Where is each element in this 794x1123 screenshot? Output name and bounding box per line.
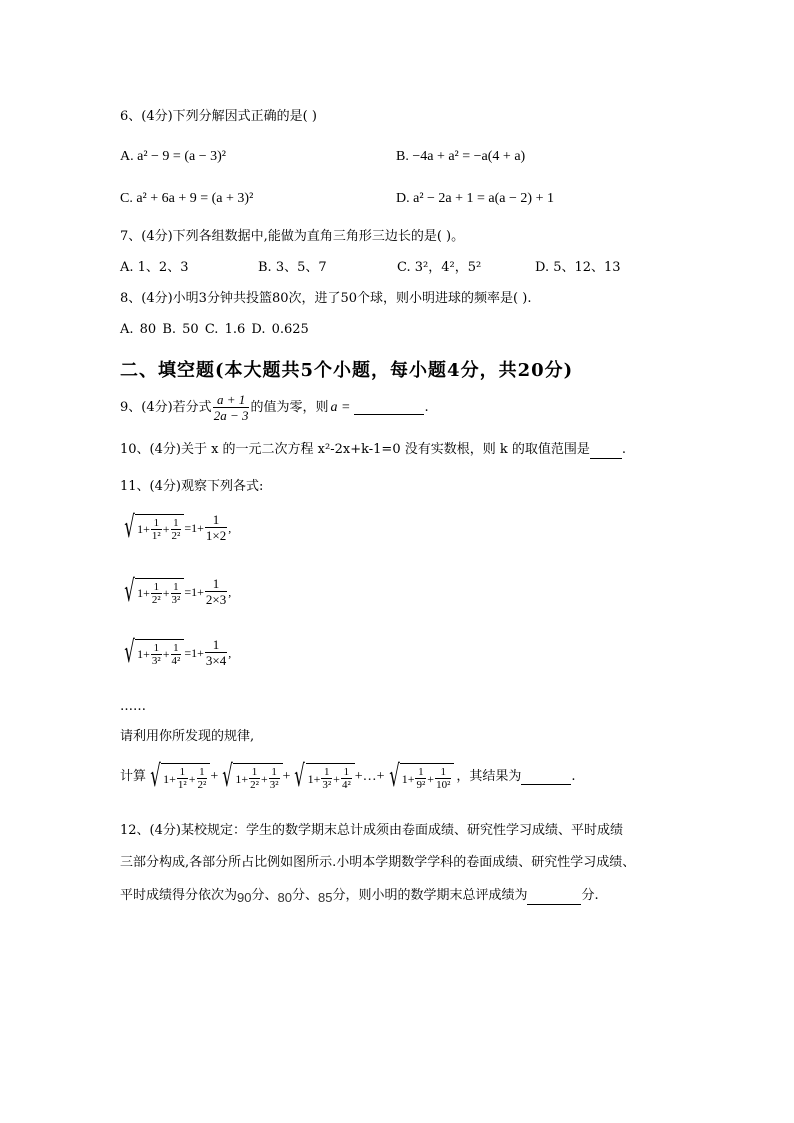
q11-equation-2: √ 1+ $\frac{1}{\text{2²}}$ + $\frac{1}{\text{3²}}$ =1+ $\frac{1}{2\times 3}$ , [120, 576, 231, 607]
denominator: 2² [197, 779, 207, 791]
denominator: 4² [171, 654, 181, 667]
sqrt-expression: √ 1+ $\frac{1}{\text{3²}}$ + $\frac{1}{\text{4²}}$ [120, 638, 184, 668]
q9-suffix: 的值为零，则 [250, 399, 329, 415]
q11-answer-blank[interactable] [521, 770, 571, 785]
denominator: 3² [171, 593, 181, 606]
denominator: 2² [151, 593, 161, 606]
sqrt-expression: √ 1+ $\frac{1}{\text{2²}}$ + $\frac{1}{\text{3²}}$ [218, 762, 282, 792]
denominator: 1² [177, 779, 187, 791]
q12-line-2: 三部分构成,各部分所占比例如图所示.小明本学期数学学科的卷面成绩、研究性学习成绩、 [120, 855, 636, 870]
q7-option-d: D. 5、12、13 [535, 260, 621, 275]
denominator: 4² [341, 779, 351, 791]
sqrt-expression: √ 1+ $\frac{1}{\text{9²}}$ + $\frac{1}{\text{10²}}$ [385, 762, 455, 792]
denominator: 10² [436, 779, 451, 791]
denominator: 2² [250, 779, 259, 791]
q6-option-d: D. a² − 2a + 1 = a(a − 2) + 1 [396, 191, 554, 206]
q9-fraction [213, 392, 250, 423]
q12-line3-b: 分，则小明的数学期末总评成绩为 [332, 888, 528, 903]
denominator: 2² [171, 529, 181, 542]
denominator: 9² [416, 779, 426, 791]
q11-equation-1: √ 1+ $\frac{1}{\text{1²}}$ + $\frac{1}{\text{2²}}$ =1+ $\frac{1}{1\times 2}$ , [120, 512, 231, 543]
q10-answer-blank[interactable] [590, 444, 622, 459]
q6-option-a: A. a² − 9 = (a − 3)² [120, 149, 226, 164]
q7-option-a: A. 1、2、3 [120, 260, 189, 275]
denominator: 3² [269, 779, 279, 791]
score-3: 85 [317, 890, 333, 905]
denominator: 3² [151, 654, 161, 667]
q12-answer-blank[interactable] [527, 890, 581, 905]
q6-option-c: C. a² + 6a + 9 = (a + 3)² [120, 191, 254, 206]
q8-stem: 8、(4分)小明3分钟共投篮80次，进了50个球，则小明进球的频率是( ). [120, 291, 532, 306]
q9-line [120, 392, 429, 423]
denominator: 1×2 [205, 528, 227, 543]
section-heading: 二、填空题(本大题共5个小题，每小题4分，共20分) [120, 360, 574, 381]
q10-text: 10、(4分)关于 x 的一元二次方程 x²-2x+k-1=0 没有实数根，则 k 的取值范围是 [120, 442, 590, 457]
denominator: 1² [151, 529, 161, 542]
q9-answer-blank[interactable] [354, 400, 424, 415]
q12-line-1: 12、(4分)某校规定：学生的数学期末总计成须由卷面成绩、研究性学习成绩、平时成绩 [120, 823, 623, 838]
q7-option-c: C. 3²，4²，5² [397, 260, 482, 275]
q11-ellipsis: +…+ [354, 769, 385, 784]
q12-end: 分. [581, 888, 599, 903]
q9-denominator: 2a − 3 [213, 408, 249, 423]
denominator: 3² [322, 779, 332, 791]
unit: 分、 [291, 888, 318, 903]
score-1: 90 [237, 890, 252, 905]
denominator: 3×4 [205, 653, 227, 668]
q11-dots: …… [120, 699, 146, 714]
q11-hint: 请利用你所发现的规律, [120, 729, 255, 744]
q10-line [120, 441, 626, 459]
q10-end: . [621, 442, 627, 457]
q7-option-b: B. 3、5、7 [258, 260, 327, 275]
q11-calc-line: 计算 √ 1+ $\frac{1}{\text{1²}}$ + $\frac{1}{\text{2²}}$ + √ 1+ $\frac{1}{\text{2²}}$ + $\frac{1}{\text{3²}}$ + √ 1+ $\frac{1}{\text{3²}}$ + $\frac{1}{\text{4²}}$ +…+ √ 1+ $\frac{1}{\text{9²}}$ + $\frac{1}{\text{10²}}$ ，其结果为 . [120, 759, 576, 794]
q9-prefix: 9、(4分)若分式 [120, 399, 212, 415]
q11-stem: 11、(4分)观察下列各式: [120, 479, 264, 494]
q11-calc-prefix: 计算 [120, 769, 147, 784]
denominator: 2×3 [205, 592, 227, 607]
q7-stem: 7、(4分)下列各组数据中,能做为直角三角形三边长的是( )。 [120, 229, 465, 244]
q12-line3-a: 平时成绩得分依次为 [120, 888, 238, 903]
q11-calc-suffix: ，其结果为 [456, 769, 522, 784]
q8-options: A. 80 B. 50 C. 1.6 D. 0.625 [120, 322, 309, 337]
sqrt-expression: √ 1+ $\frac{1}{\text{3²}}$ + $\frac{1}{\text{4²}}$ [290, 762, 354, 792]
q11-equation-3: √ 1+ $\frac{1}{\text{3²}}$ + $\frac{1}{\text{4²}}$ =1+ $\frac{1}{3\times 4}$ , [120, 637, 231, 668]
q12-line-3 [120, 886, 599, 905]
q6-stem: 6、(4分)下列分解因式正确的是( ) [120, 109, 317, 124]
q9-end: . [424, 399, 429, 415]
score-2: 80 [277, 890, 292, 905]
q9-numerator: a + 1 [216, 392, 246, 407]
unit: 分、 [251, 888, 278, 903]
q6-option-b: B. −4a + a² = −a(4 + a) [396, 149, 526, 164]
sqrt-expression: √ 1+ $\frac{1}{\text{1²}}$ + $\frac{1}{\text{2²}}$ [146, 762, 210, 792]
sqrt-expression: √ 1+ $\frac{1}{\text{1²}}$ + $\frac{1}{\text{2²}}$ [120, 513, 184, 543]
q11-end: . [571, 769, 576, 784]
q9-variable: a = [330, 399, 351, 415]
sqrt-expression: √ 1+ $\frac{1}{\text{2²}}$ + $\frac{1}{\text{3²}}$ [120, 577, 184, 607]
